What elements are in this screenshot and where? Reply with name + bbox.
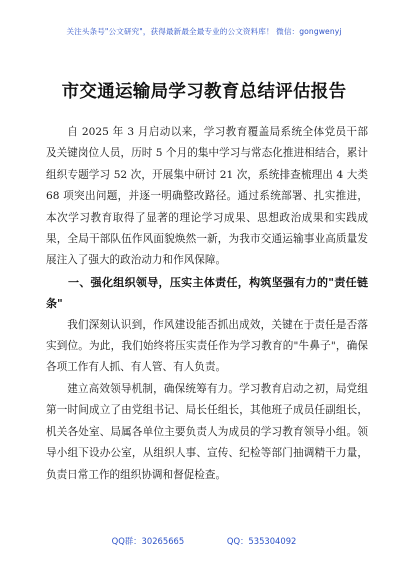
footer-contact: [0, 535, 408, 547]
document-title: 市交通运输局学习教育总结评估报告: [61, 82, 347, 102]
qq-contact-link[interactable]: QQ：535304092: [226, 536, 297, 546]
intro-paragraph: 自 2025 年 3 月启动以来，学习教育覆盖局系统全体党员干部及关键岗位人员，历时 5 个月的集中学习与常态化推进相结合，累计组织专题学习 52 次，开展集中研讨 21 次，系统排查梳理出 4 大类 68 项突出问题，并逐一明确整改路径。通过系统部署、扎实推进，本次学习教育取得了显著的理论学习成果、思想政治成果和实践成果，全局干部队伍作风面貌焕然一新，为我市交通运输事业高质量发展注入了强大的政治动力和作风保障。: [46, 126, 368, 267]
body-paragraph: 建立高效领导机制，确保统筹有力。学习教育启动之初，局党组第一时间成立了由党组书记、局长任组长，其他班子成员任副组长，机关各处室、局属各单位主要负责人为成员的学习教育领导小组。领导小组下设办公室，从组织人事、宣传、纪检等部门抽调精干力量，负责日常工作的组织协调和督促检查。: [46, 382, 368, 481]
section-heading: 一、强化组织领导，压实主体责任，构筑坚强有力的"责任链条": [46, 275, 368, 311]
qq-group-link[interactable]: QQ群：30265665: [111, 536, 185, 546]
document-body: [46, 122, 368, 486]
header-banner: 关注头条号"公文研究"，获得最新最全最专业的公文资料库！ 微信：gongwenyj: [66, 27, 342, 36]
body-paragraph: 我们深刻认识到，作风建设能否抓出成效，关键在于责任是否落实到位。为此，我们始终将压实责任作为学习教育的"牛鼻子"，确保各项工作有人抓、有人管、有人负责。: [46, 318, 368, 374]
